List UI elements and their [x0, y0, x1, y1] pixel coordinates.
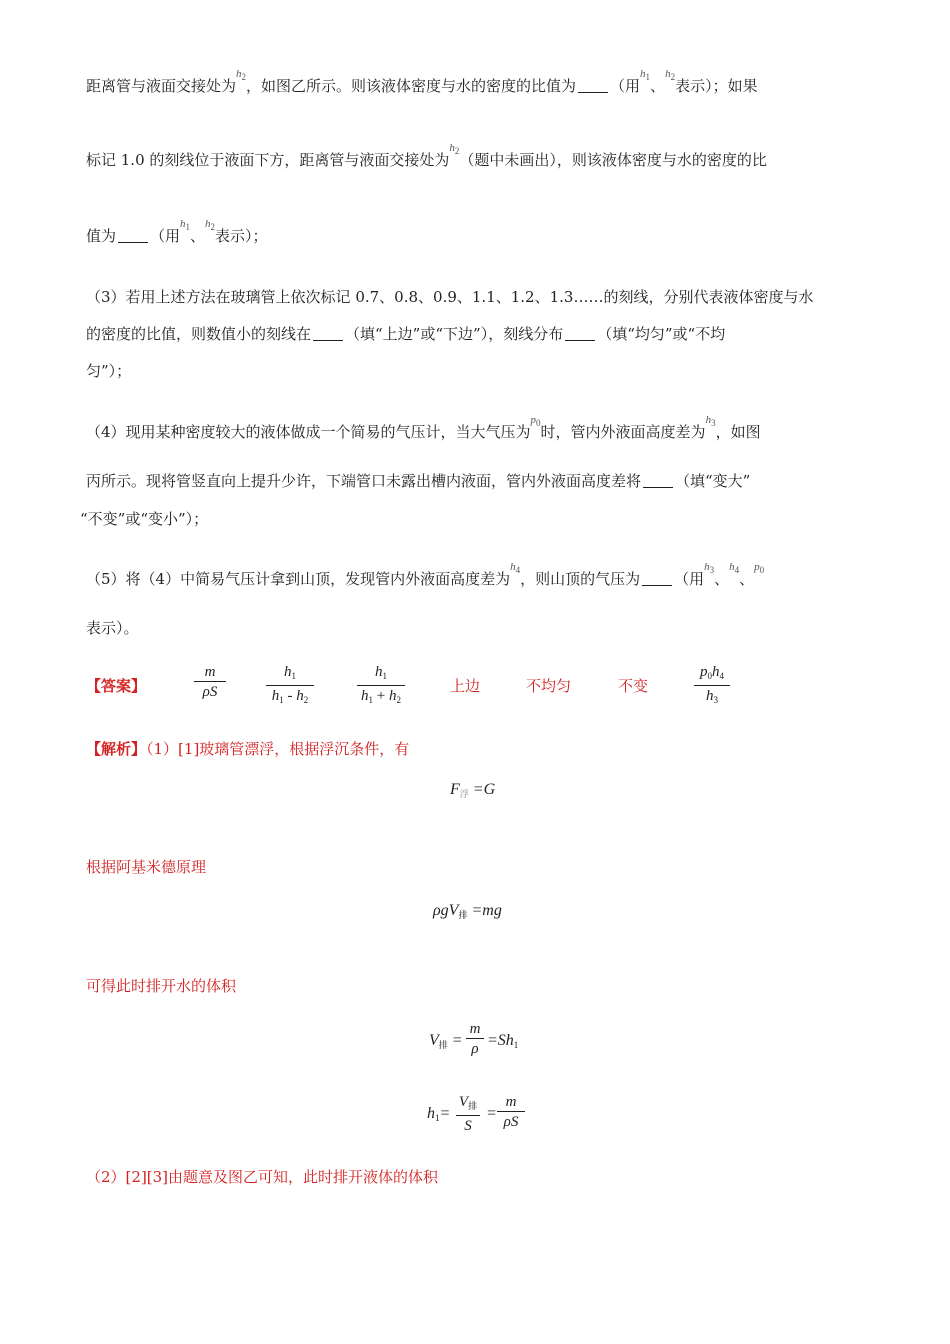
q3-line-2: 的密度的比值，则数值小的刻线在 （填“上边”或“下边”），刻线分布 （填“均匀”或“不均 — [86, 325, 726, 343]
q3-line-1: （3）若用上述方法在玻璃管上依次标记 0.7、0.8、0.9、1.1、1.2、1.3……的刻线，分别代表液体密度与水 — [86, 288, 814, 306]
q4-line-2: 丙所示。现将管竖直向上提升少许，下端管口未露出槽内液面，管内外液面高度差将 （填“变大” — [86, 472, 751, 490]
answer-5: 不均匀 — [526, 677, 572, 695]
equation-volume-rhs: $=Sh_1$ — [487, 1032, 519, 1050]
answer-7-fraction: $\frac{p_0h_4}{h_3}$ — [694, 663, 730, 710]
answer-blank[interactable] — [313, 326, 343, 341]
analysis-line-2: 根据阿基米德原理 — [86, 858, 207, 876]
text: 距离管与液面交接处为 — [86, 77, 237, 95]
answer-1-fraction: $\frac{m}{\rho S}$ — [194, 663, 226, 702]
q4-line-1: （4）现用某种密度较大的液体做成一个简易的气压计，当大气压为$^{p_0}$时，管内外液面高度差为$^{h_3}$，如图 — [86, 414, 761, 441]
answer-2-fraction: $\frac{h_1}{h_1 - h_2}$ — [266, 663, 314, 710]
analysis-line-1: 【解析】（1）[1]玻璃管漂浮，根据浮沉条件，有 — [86, 740, 410, 758]
equation-height-fraction-2: $\frac{m}{\rho S}$ — [497, 1093, 525, 1132]
answer-4: 上边 — [450, 677, 481, 695]
answer-blank[interactable] — [578, 78, 608, 93]
equation-volume-lhs: $V_排$ = — [429, 1032, 463, 1050]
answer-blank[interactable] — [565, 326, 595, 341]
analysis-line-4: （2）[2][3]由题意及图乙可知，此时排开液体的体积 — [86, 1168, 439, 1186]
equation-height-eq: = — [486, 1105, 497, 1122]
answer-6: 不变 — [618, 677, 649, 695]
analysis-label: 【解析】 — [86, 740, 147, 758]
equation-archimedes: ρgV$_排$ =mg — [433, 902, 502, 920]
answer-3-fraction: $\frac{h_1}{h_1 + h_2}$ — [357, 663, 405, 710]
answer-blank[interactable] — [642, 571, 672, 586]
problem-line-1: 距离管与液面交接处为$^{h_2}$，如图乙所示。则该液体密度与水的密度的比值为 （用$^{h_1}$、$^{h_2}$表示）；如果 — [86, 68, 758, 95]
answer-blank[interactable] — [118, 228, 148, 243]
equation-volume-fraction: $\frac{m}{\rho}$ — [466, 1020, 484, 1059]
equation-height-fraction-1: $V_排$ S — [456, 1093, 480, 1136]
q4-line-3: “不变”或“变小”）； — [80, 510, 209, 528]
problem-line-3: 值为 （用$^{h_1}$、$^{h_2}$表示）； — [86, 218, 268, 245]
q5-line-2: 表示）。 — [86, 619, 139, 637]
q3-line-3: 匀”）； — [86, 362, 132, 380]
answer-label: 【答案】 — [86, 677, 147, 695]
problem-line-2: 标记 1.0 的刻线位于液面下方，距离管与液面交接处为$^{h_2}$（题中未画出），则该液体密度与水的密度的比 — [86, 142, 767, 169]
answer-blank[interactable] — [643, 473, 673, 488]
analysis-line-3: 可得此时排开水的体积 — [86, 977, 237, 995]
equation-buoyancy: $F_浮 =G$ — [450, 781, 496, 799]
q5-line-1: （5）将（4）中简易气压计拿到山顶，发现管内外液面高度差为$^{h_4}$，则山顶的气压为 （用$^{h_3}$、$^{h_4}$、$^{p_0}$ — [86, 561, 765, 588]
equation-height-lhs: $h_1=$ — [427, 1105, 451, 1123]
